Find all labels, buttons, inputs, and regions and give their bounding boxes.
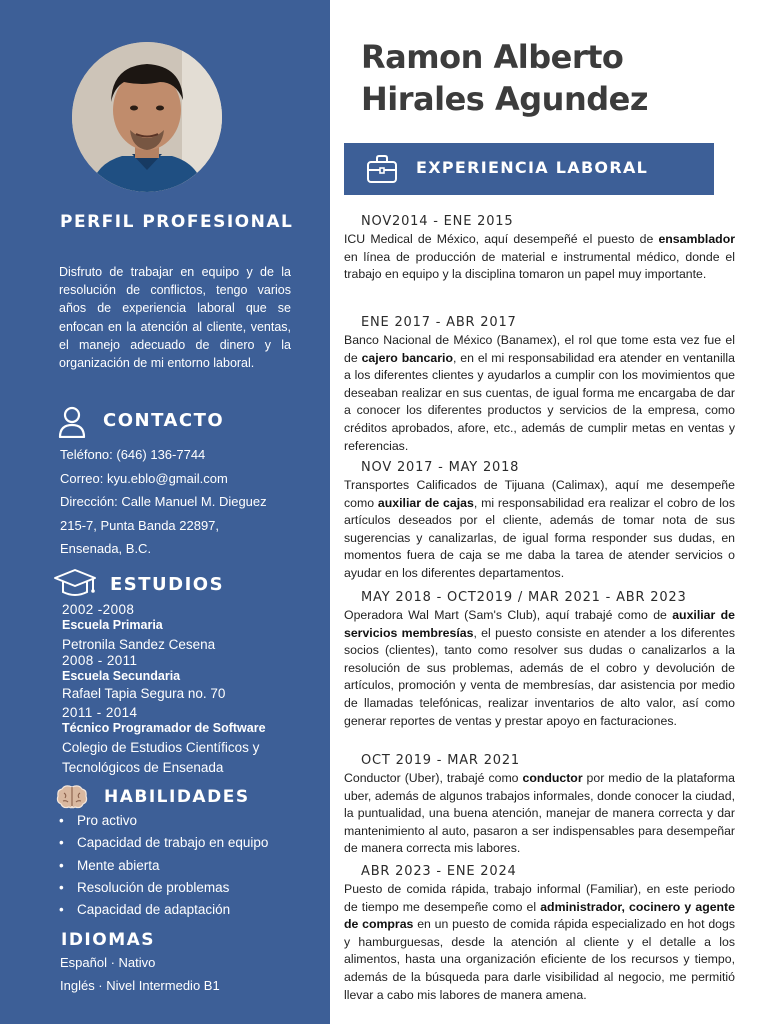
sidebar (0, 0, 330, 1024)
job-description-text: Operadora Wal Mart (Sam's Club), aquí trabajé como de (344, 608, 673, 622)
education-degree: Técnico Programador de Software (62, 721, 266, 735)
contact-address-line-3: Ensenada, B.C. (60, 541, 152, 556)
job-role-highlight: auxiliar de cajas (377, 495, 474, 510)
idiomas-title: IDIOMAS (61, 930, 156, 950)
education-years: 2002 -2008 (62, 602, 135, 617)
job-description-text: por medio de la plataforma uber, además de algunos trabajos informales, donde conocer la ciudad, la puntualidad, una buena atención, manejar de manera correcta y dar mantenimiento al auto, pasaron a ser indispensables para desempeñar de manera correcta mis labores. (344, 771, 735, 856)
language-item: Español · Nativo (60, 955, 156, 970)
job-description-text: en un puesto de comida rápida especializado en hot dogs y hamburguesas, desde la atención al cliente y el detalle a los alimentos, hasta una organización eficiente de los recursos y tiempo, además de la búsqueda para darle visibilidad al negocio, me permitió llevar a cabo mis labores de manera amena. (344, 917, 735, 1002)
education-years: 2011 - 2014 (62, 705, 138, 720)
education-degree: Escuela Secundaria (62, 669, 181, 683)
education-school: Rafael Tapia Segura no. 70 (62, 686, 226, 701)
job-description-text: Puesto de comida rápida, trabajo informal (Familiar), en este periodo de tiempo me desempeñe como el (344, 882, 735, 914)
experiencia-header (344, 143, 714, 195)
skill-item: • Mente abierta (58, 855, 318, 877)
job-role-highlight: ensamblador (658, 232, 735, 246)
job-description-text: ICU Medical de México, aquí desempeñé el puesto de (344, 232, 659, 246)
graduation-cap-icon (53, 568, 97, 598)
contact-address-line-1: Dirección: Calle Manuel M. Dieguez (60, 494, 267, 509)
job-entry (344, 212, 735, 284)
contact-email: Correo: kyu.eblo@gmail.com (60, 470, 228, 486)
skill-item: • Capacidad de trabajo en equipo (58, 832, 318, 854)
profile-photo (72, 42, 222, 192)
job-description-text: Banco Nacional de México (Banamex), el rol que tome esta vez fue el de (344, 333, 735, 365)
job-role-highlight: auxiliar de servicios membresías (344, 608, 735, 640)
brain-icon (56, 784, 88, 810)
job-period: NOV 2017 - MAY 2018 (361, 460, 520, 475)
experiencia-title: EXPERIENCIA LABORAL (416, 158, 649, 177)
job-period: OCT 2019 - MAR 2021 (361, 753, 520, 768)
education-item (62, 705, 312, 778)
job-entry (344, 458, 735, 583)
briefcase-icon (366, 154, 398, 184)
contacto-title: CONTACTO (103, 410, 225, 431)
job-description (344, 607, 735, 730)
language-item: Inglés · Nivel Intermedio B1 (60, 978, 220, 993)
job-period: MAY 2018 - OCT2019 / MAR 2021 - ABR 2023 (361, 590, 687, 605)
job-entry (344, 862, 735, 1004)
contact-list (60, 443, 310, 561)
skill-item: • Pro activo (58, 810, 318, 832)
job-period: NOV2014 - ENE 2015 (361, 214, 514, 229)
education-school: Colegio de Estudios Científicos y Tecnológicos de Ensenada (62, 740, 260, 775)
skill-item: • Resolución de problemas (58, 877, 318, 899)
perfil-title: PERFIL PROFESIONAL (60, 212, 294, 232)
skill-item: • Capacidad de adaptación (58, 899, 318, 921)
job-description-text: , mi responsabilidad era realizar el cobro de los artículos deseados por el cliente, además de tomar nota de sus sugerencias y canalizarlas, de igual forma responder sus dudas, en momentos fuera de caja se me daba la tarea de atender servicios o ayudar en los diferentes departamentos. (344, 495, 735, 580)
education-school: Petronila Sandez Cesena (62, 637, 216, 652)
job-description-text: , el puesto consiste en atender a los diferentes socios (clientes), tanto como resolver sus dudas o canalizarlos a la resolución de sus problemas, además de el cobro y devolución de artículos, promoción y venta de membresías, dar asistencia por medio de llamadas telefónicas, realizar inventarios de alto valor, así como generar reportes de ventas y prestar apoyo en facturaciones. (344, 625, 735, 728)
education-degree: Escuela Primaria (62, 618, 163, 632)
job-period: ENE 2017 - ABR 2017 (361, 315, 517, 330)
job-description (344, 477, 735, 583)
job-description-text: Conductor (Uber), trabajé como (344, 771, 523, 785)
education-item (62, 653, 312, 704)
contact-phone: Teléfono: (646) 136-7744 (60, 447, 206, 462)
job-description-text: en línea de producción de material e instrumental médico, donde el trabajo en equipo y la disciplina tomaron un papel muy importante. (344, 249, 735, 282)
job-description (344, 770, 735, 858)
job-entry (344, 313, 735, 455)
contact-address-line-2: 215-7, Punta Banda 22897, (60, 517, 220, 533)
job-description-text: , en el mi responsabilidad era atender en ventanilla a los diferentes clientes y ayudarlos a cumplir con los movimientos que deseaban realizar en sus cuentas, de igual forma me encargaba de dar a conocer los diferentes productos y servicios de la empresa, como créditos aprobados, afore, etc., además de cumplir metas en ventas y referencias. (344, 350, 735, 453)
job-description (344, 881, 735, 1004)
habilidades-title: HABILIDADES (104, 787, 250, 807)
job-period: ABR 2023 - ENE 2024 (361, 864, 517, 879)
job-entry (344, 751, 735, 858)
job-role-highlight: administrador, cocinero y agente de compras (344, 899, 735, 932)
languages-list (60, 951, 310, 997)
perfil-text: Disfruto de trabajar en equipo y de la resolución de conflictos, tengo varios años de experiencia laboral que se enfocan en la atención al cliente, ventas, el manejo adecuado de dinero y la organización de mi entorno laboral. (59, 265, 291, 371)
job-role-highlight: cajero bancario (361, 350, 453, 365)
job-entry (344, 588, 735, 730)
user-icon (58, 406, 86, 438)
skills-list (58, 810, 318, 921)
job-description (344, 231, 735, 284)
education-item (62, 602, 312, 655)
job-description (344, 332, 735, 455)
education-years: 2008 - 2011 (62, 653, 138, 668)
job-description-text: Transportes Calificados de Tijuana (Calimax), aquí me desempeñe como (344, 478, 735, 510)
estudios-title: ESTUDIOS (110, 574, 225, 595)
candidate-name: Ramon Alberto Hirales Agundez (361, 38, 648, 118)
job-role-highlight: conductor (522, 771, 583, 785)
